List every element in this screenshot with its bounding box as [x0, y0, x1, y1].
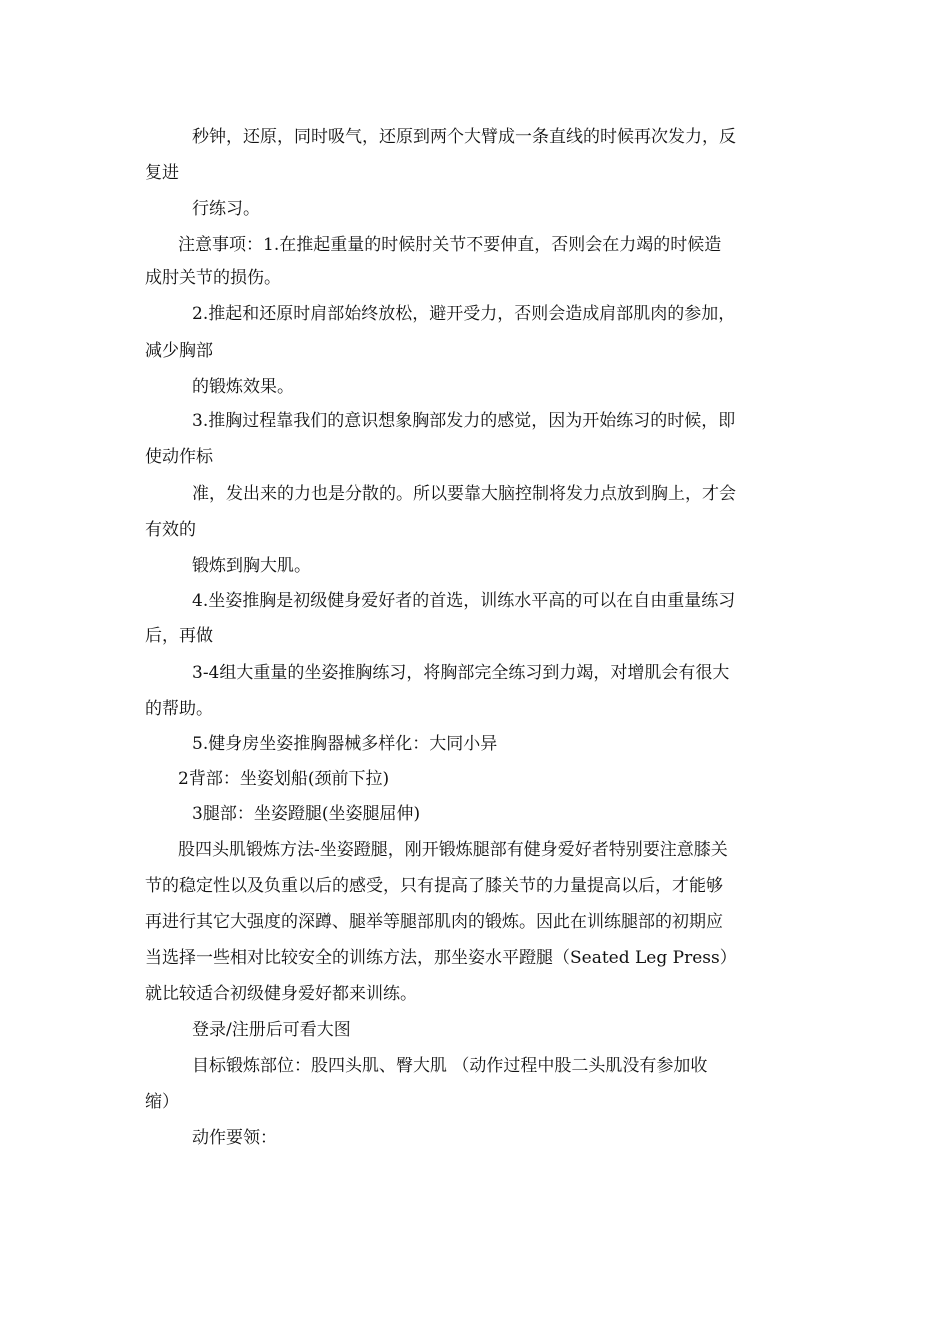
text-line: 注意事项：1.在推起重量的时候肘关节不要伸直，否则会在力竭的时候造 — [178, 235, 722, 255]
text-line: 使动作标 — [145, 447, 213, 467]
text-line: 3腿部：坐姿蹬腿(坐姿腿屈伸) — [192, 804, 421, 824]
text-line: 节的稳定性以及负重以后的感受，只有提高了膝关节的力量提高以后，才能够 — [145, 876, 723, 896]
image-login-note: 登录/注册后可看大图 — [192, 1020, 351, 1040]
text-line: 2背部：坐姿划船(颈前下拉) — [178, 769, 390, 789]
text-line: 再进行其它大强度的深蹲、腿举等腿部肌肉的锻炼。因此在训练腿部的初期应 — [145, 912, 723, 932]
text-line: 就比较适合初级健身爱好都来训练。 — [145, 984, 417, 1004]
text-line: 动作要领： — [192, 1128, 277, 1148]
text-line: 3-4组大重量的坐姿推胸练习，将胸部完全练习到力竭，对增肌会有很大 — [192, 663, 730, 683]
text-line: 5.健身房坐姿推胸器械多样化：大同小异 — [192, 734, 498, 754]
text-line: 股四头肌锻炼方法-坐姿蹬腿，刚开锻炼腿部有健身爱好者特别要注意膝关 — [178, 840, 728, 860]
text-line: 行练习。 — [192, 199, 260, 219]
text-line: 准，发出来的力也是分散的。所以要靠大脑控制将发力点放到胸上，才会 — [192, 484, 736, 504]
text-line: 的锻炼效果。 — [192, 377, 294, 397]
text-line: 4.坐姿推胸是初级健身爱好者的首选，训练水平高的可以在自由重量练习 — [192, 591, 736, 611]
text-line: 秒钟，还原，同时吸气，还原到两个大臂成一条直线的时候再次发力，反 — [192, 127, 736, 147]
text-line: 复进 — [145, 163, 179, 183]
text-line: 缩） — [145, 1092, 179, 1112]
text-line: 有效的 — [145, 520, 196, 540]
text-line: 锻炼到胸大肌。 — [192, 556, 311, 576]
text-line: 3.推胸过程靠我们的意识想象胸部发力的感觉，因为开始练习的时候，即 — [192, 411, 736, 431]
text-line: 2.推起和还原时肩部始终放松，避开受力，否则会造成肩部肌肉的参加， — [192, 304, 736, 324]
text-line: 当选择一些相对比较安全的训练方法，那坐姿水平蹬腿（Seated Leg Press） — [145, 948, 737, 968]
text-line: 减少胸部 — [145, 341, 213, 361]
text-line: 后，再做 — [145, 626, 213, 646]
text-line: 成肘关节的损伤。 — [145, 268, 281, 288]
text-line: 目标锻炼部位：股四头肌、臀大肌 （动作过程中股二头肌没有参加收 — [192, 1056, 708, 1076]
text-line: 的帮助。 — [145, 699, 213, 719]
